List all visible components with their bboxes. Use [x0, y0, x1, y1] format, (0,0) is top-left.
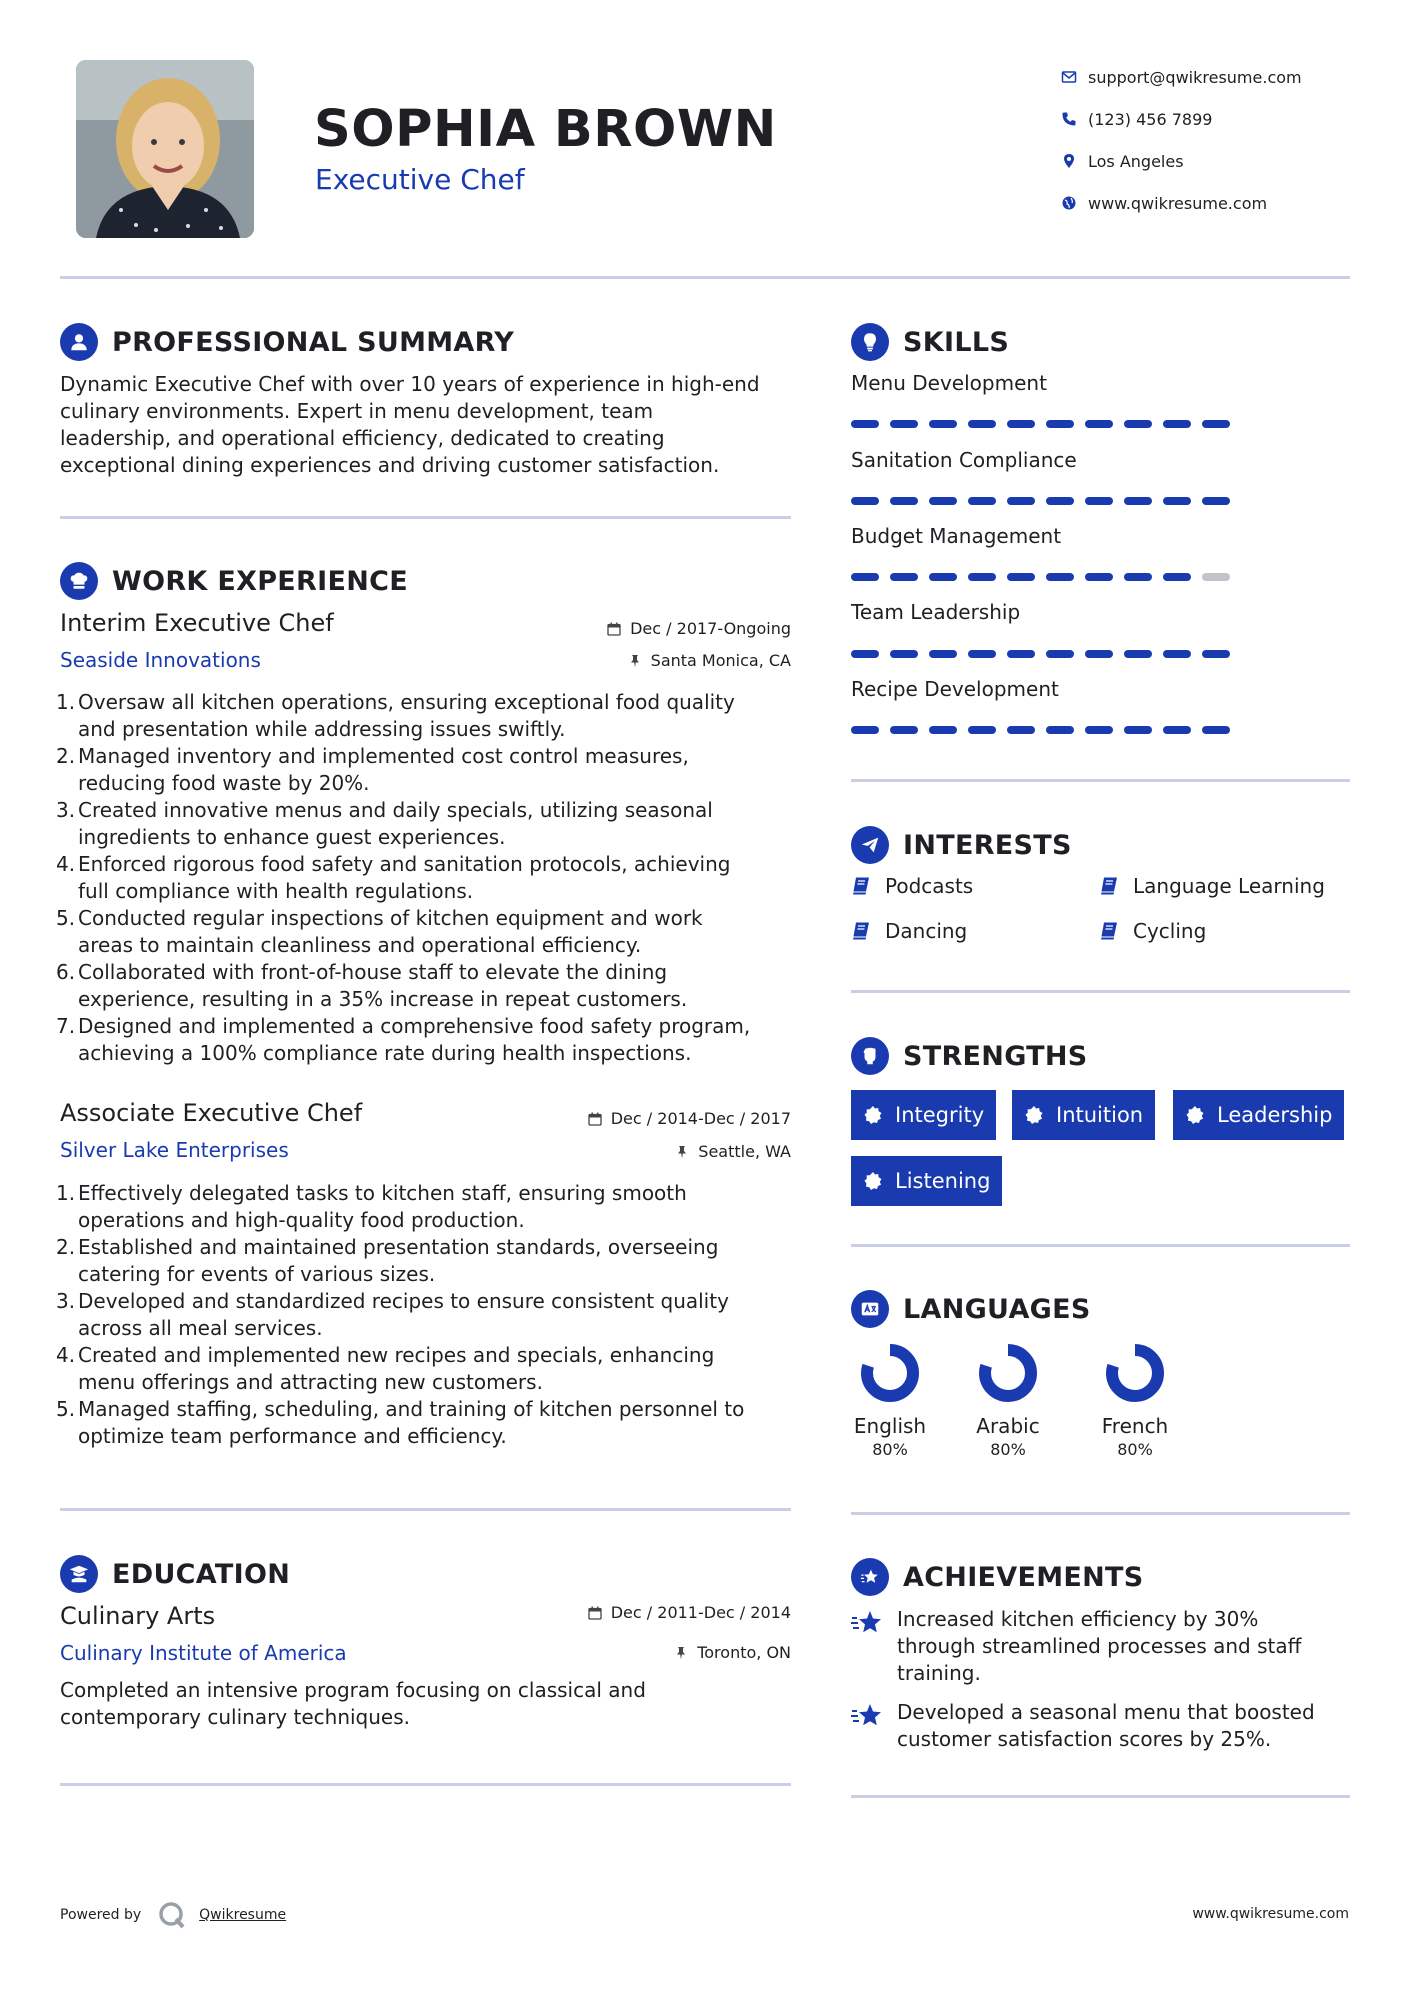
- skill-level-segment: [1163, 573, 1191, 581]
- skills-heading-text: SKILLS: [903, 326, 1010, 358]
- summary-line: leadership, and operational efficiency, dedicated to creating: [60, 426, 665, 450]
- qwikresume-link[interactable]: Qwikresume: [199, 1907, 287, 1923]
- shooting-star-icon: [851, 1703, 883, 1729]
- contact-list: [1050, 56, 1380, 224]
- list-text: [74, 851, 730, 905]
- calendar-icon: [607, 622, 621, 636]
- list-item: [56, 1288, 796, 1342]
- summary-line: Dynamic Executive Chef with over 10 years of experience in high-end: [60, 372, 760, 396]
- language-name: Arabic: [976, 1414, 1040, 1438]
- job-responsibilities: [56, 1180, 796, 1450]
- interests-divider: [851, 990, 1350, 993]
- list-item: [56, 797, 796, 851]
- skill-level-segment: [851, 726, 879, 734]
- achievement-line: through streamlined processes and staff: [897, 1634, 1302, 1658]
- education-description: [60, 1677, 800, 1731]
- contact-email[interactable]: [1050, 56, 1380, 98]
- languages-divider: [851, 1512, 1350, 1515]
- language-item: [958, 1342, 1058, 1459]
- skill-level-segment: [1046, 650, 1074, 658]
- degree-title: Culinary Arts: [60, 1602, 216, 1630]
- list-line: Created and implemented new recipes and specials, enhancing: [78, 1343, 715, 1367]
- skill-name: Budget Management: [851, 524, 1062, 548]
- skill-level-segment: [929, 497, 957, 505]
- strength-label: Intuition: [1056, 1103, 1144, 1127]
- badge-icon: [1024, 1105, 1044, 1125]
- strengths-divider: [851, 1244, 1350, 1247]
- powered-by-label: Powered by: [60, 1907, 142, 1923]
- graduate-icon: [60, 1555, 98, 1593]
- list-line: Managed inventory and implemented cost control measures,: [78, 744, 689, 768]
- language-percent: 80%: [1117, 1440, 1153, 1459]
- skill-level-segment: [1085, 420, 1113, 428]
- skill-level-segment: [968, 497, 996, 505]
- pushpin-icon: [628, 654, 642, 668]
- list-text: [74, 1342, 714, 1396]
- badge-icon: [1185, 1105, 1205, 1125]
- skill-level-segment: [890, 497, 918, 505]
- skill-level-segment: [1124, 650, 1152, 658]
- book-icon: [1099, 921, 1119, 941]
- paper-plane-icon: [851, 826, 889, 864]
- skill-level-segment: [1007, 420, 1035, 428]
- skill-name: Recipe Development: [851, 677, 1059, 701]
- skill-level-segment: [1085, 497, 1113, 505]
- list-text: [74, 1180, 687, 1234]
- skill-level-bar: [851, 650, 1241, 658]
- skill-level-segment: [1124, 573, 1152, 581]
- skill-level-segment: [890, 420, 918, 428]
- list-line: Collaborated with front-of-house staff to elevate the dining: [78, 960, 668, 984]
- achievements-divider: [851, 1795, 1350, 1798]
- list-number: 2.: [56, 744, 76, 768]
- list-item: [56, 743, 796, 797]
- skill-level-segment: [1085, 573, 1113, 581]
- summary-line: exceptional dining experiences and driving customer satisfaction.: [60, 453, 720, 477]
- education-divider: [60, 1783, 791, 1786]
- skill-level-segment: [968, 573, 996, 581]
- list-number: 5.: [56, 1397, 76, 1421]
- phone-icon: [1050, 111, 1088, 127]
- interest-label: Podcasts: [885, 874, 974, 898]
- strength-badge: [1012, 1090, 1155, 1140]
- list-line: ingredients to enhance guest experiences.: [78, 825, 506, 849]
- job-title: Associate Executive Chef: [60, 1099, 363, 1127]
- interest-item: [1099, 919, 1206, 943]
- school-name: Culinary Institute of America: [60, 1641, 347, 1665]
- star-badge-icon: [851, 1558, 889, 1596]
- skill-level-segment: [1163, 420, 1191, 428]
- skill-level-segment: [1163, 650, 1191, 658]
- skill-level-segment: [1202, 497, 1230, 505]
- skill-level-segment: [1202, 650, 1230, 658]
- achievement-line: Developed a seasonal menu that boosted: [897, 1700, 1315, 1724]
- list-item: [56, 1342, 796, 1396]
- list-item: [56, 689, 796, 743]
- list-line: catering for events of various sizes.: [78, 1262, 436, 1286]
- language-progress-ring: [977, 1342, 1039, 1404]
- skill-level-bar: [851, 573, 1241, 581]
- education-date: [470, 1603, 791, 1622]
- achievement-line: training.: [897, 1661, 981, 1685]
- job-date: [470, 1109, 791, 1128]
- education-line: contemporary culinary techniques.: [60, 1705, 410, 1729]
- map-pin-icon: [1050, 153, 1088, 169]
- pushpin-icon: [675, 1145, 689, 1159]
- summary-line: culinary environments. Expert in menu development, team: [60, 399, 654, 423]
- list-number: 6.: [56, 960, 76, 984]
- pushpin-icon: [674, 1646, 688, 1660]
- skill-level-segment: [1124, 420, 1152, 428]
- skill-name: Team Leadership: [851, 600, 1021, 624]
- skill-level-segment: [851, 650, 879, 658]
- list-line: Managed staffing, scheduling, and training of kitchen personnel to: [78, 1397, 745, 1421]
- skill-level-segment: [1202, 726, 1230, 734]
- skill-level-segment: [1046, 726, 1074, 734]
- translate-icon: [851, 1290, 889, 1328]
- list-item: [56, 905, 796, 959]
- candidate-title: Executive Chef: [315, 163, 525, 196]
- book-icon: [851, 876, 871, 896]
- job-company: Seaside Innovations: [60, 648, 261, 672]
- skills-divider: [851, 779, 1350, 782]
- list-line: menu offerings and attracting new customers.: [78, 1370, 543, 1394]
- job-company: Silver Lake Enterprises: [60, 1138, 289, 1162]
- list-line: Developed and standardized recipes to ensure consistent quality: [78, 1289, 729, 1313]
- list-text: [74, 743, 689, 797]
- interest-item: [851, 919, 967, 943]
- job-location: [470, 1142, 791, 1161]
- skill-level-segment: [929, 726, 957, 734]
- badge-icon: [863, 1105, 883, 1125]
- list-line: optimize team performance and efficiency.: [78, 1424, 507, 1448]
- list-line: Established and maintained presentation standards, overseeing: [78, 1235, 719, 1259]
- job-location-text: Seattle, WA: [698, 1142, 791, 1161]
- list-number: 7.: [56, 1014, 76, 1038]
- list-text: [74, 689, 735, 743]
- skill-level-segment: [968, 420, 996, 428]
- lightbulb-icon: [851, 323, 889, 361]
- experience-heading-text: WORK EXPERIENCE: [112, 565, 408, 597]
- skill-level-segment: [1163, 726, 1191, 734]
- language-item: [840, 1342, 940, 1459]
- job-location: [470, 651, 791, 670]
- contact-location: [1050, 140, 1380, 182]
- skill-name: Sanitation Compliance: [851, 448, 1077, 472]
- footer-powered-by: [60, 1900, 286, 1930]
- interest-label: Cycling: [1133, 919, 1207, 943]
- skill-level-segment: [1085, 726, 1113, 734]
- list-item: [56, 1180, 796, 1234]
- skill-level-bar: [851, 726, 1241, 734]
- list-line: and presentation while addressing issues swiftly.: [78, 717, 566, 741]
- list-text: [74, 1396, 744, 1450]
- interest-label: Dancing: [885, 919, 968, 943]
- contact-email-text: support@qwikresume.com: [1088, 67, 1302, 87]
- list-line: operations and high-quality food production.: [78, 1208, 525, 1232]
- contact-phone[interactable]: [1050, 98, 1380, 140]
- user-icon: [60, 323, 98, 361]
- contact-website-text: www.qwikresume.com: [1088, 193, 1268, 213]
- skill-level-segment: [1046, 497, 1074, 505]
- skill-level-segment: [1202, 573, 1230, 581]
- list-number: 2.: [56, 1235, 76, 1259]
- languages-heading-text: LANGUAGES: [903, 1293, 1091, 1325]
- list-number: 3.: [56, 798, 76, 822]
- list-text: [74, 1288, 729, 1342]
- skill-name: Menu Development: [851, 371, 1047, 395]
- job-date-text: Dec / 2014-Dec / 2017: [610, 1109, 791, 1128]
- language-percent: 80%: [990, 1440, 1026, 1459]
- list-number: 4.: [56, 1343, 76, 1367]
- list-item: [56, 851, 796, 905]
- interests-heading-text: INTERESTS: [903, 829, 1072, 861]
- strengths-heading: [851, 1037, 1088, 1075]
- list-line: full compliance with health regulations.: [78, 879, 474, 903]
- education-location-text: Toronto, ON: [697, 1643, 791, 1662]
- skill-level-segment: [890, 726, 918, 734]
- achievements-heading: [851, 1558, 1144, 1596]
- summary-text: [60, 371, 800, 479]
- skill-level-segment: [851, 420, 879, 428]
- skill-level-bar: [851, 497, 1241, 505]
- list-line: experience, resulting in a 35% increase in repeat customers.: [78, 987, 688, 1011]
- job-location-text: Santa Monica, CA: [650, 651, 791, 670]
- strengths-heading-text: STRENGTHS: [903, 1040, 1088, 1072]
- list-text: [74, 1013, 750, 1067]
- raised-fist-icon: [851, 1037, 889, 1075]
- language-name: English: [853, 1414, 927, 1438]
- shooting-star-icon: [851, 1610, 883, 1636]
- job-date: [470, 619, 791, 638]
- contact-phone-text: (123) 456 7899: [1088, 109, 1213, 129]
- skill-level-segment: [929, 573, 957, 581]
- experience-divider: [60, 1508, 791, 1511]
- skill-level-segment: [1046, 573, 1074, 581]
- skill-level-segment: [968, 726, 996, 734]
- language-progress-ring: [1104, 1342, 1166, 1404]
- list-line: reducing food waste by 20%.: [78, 771, 370, 795]
- list-line: areas to maintain cleanliness and operational efficiency.: [78, 933, 642, 957]
- list-line: Oversaw all kitchen operations, ensuring exceptional food quality: [78, 690, 735, 714]
- achievements-heading-text: ACHIEVEMENTS: [903, 1561, 1144, 1593]
- skill-level-segment: [1202, 420, 1230, 428]
- list-text: [74, 905, 703, 959]
- skill-level-segment: [929, 650, 957, 658]
- skill-level-segment: [1007, 726, 1035, 734]
- strength-badge: [851, 1156, 1002, 1206]
- education-heading: [60, 1555, 290, 1593]
- strength-badge: [851, 1090, 996, 1140]
- job-responsibilities: [56, 689, 796, 1067]
- skills-heading: [851, 323, 1009, 361]
- skill-level-segment: [851, 497, 879, 505]
- skill-level-segment: [1124, 726, 1152, 734]
- skill-level-segment: [851, 573, 879, 581]
- header-divider: [60, 276, 1350, 279]
- languages-heading: [851, 1290, 1091, 1328]
- job-date-text: Dec / 2017-Ongoing: [630, 619, 791, 638]
- skill-level-segment: [1046, 420, 1074, 428]
- badge-icon: [863, 1171, 883, 1191]
- skill-level-segment: [890, 650, 918, 658]
- skill-level-segment: [1007, 650, 1035, 658]
- achievement-text: [897, 1606, 1301, 1687]
- skill-level-segment: [1124, 497, 1152, 505]
- list-number: 4.: [56, 852, 76, 876]
- profile-photo: [76, 60, 254, 238]
- skill-level-segment: [929, 420, 957, 428]
- list-line: Effectively delegated tasks to kitchen staff, ensuring smooth: [78, 1181, 687, 1205]
- achievement-line: Increased kitchen efficiency by 30%: [897, 1607, 1259, 1631]
- list-line: Designed and implemented a comprehensive food safety program,: [78, 1014, 751, 1038]
- list-number: 5.: [56, 906, 76, 930]
- envelope-icon: [1050, 69, 1088, 85]
- portrait-illustration: [76, 60, 254, 238]
- education-heading-text: EDUCATION: [112, 1558, 291, 1590]
- calendar-icon: [588, 1606, 602, 1620]
- summary-heading: [60, 323, 514, 361]
- skill-level-segment: [1007, 497, 1035, 505]
- education-location: [470, 1643, 791, 1662]
- list-item: [56, 1013, 796, 1067]
- summary-divider: [60, 516, 791, 519]
- language-item: [1085, 1342, 1185, 1459]
- strength-label: Leadership: [1217, 1103, 1333, 1127]
- skill-level-segment: [968, 650, 996, 658]
- footer-url[interactable]: www.qwikresume.com: [1192, 1906, 1349, 1922]
- language-name: French: [1101, 1414, 1169, 1438]
- list-line: Enforced rigorous food safety and sanitation protocols, achieving: [78, 852, 731, 876]
- chef-hat-icon: [60, 562, 98, 600]
- skill-level-segment: [890, 573, 918, 581]
- qwikresume-logo: [157, 1900, 187, 1930]
- education-date-text: Dec / 2011-Dec / 2014: [610, 1603, 791, 1622]
- strength-label: Listening: [895, 1169, 991, 1193]
- achievement-item: [851, 1699, 1351, 1753]
- list-number: 3.: [56, 1289, 76, 1313]
- list-line: across all meal services.: [78, 1316, 323, 1340]
- skill-level-segment: [1163, 497, 1191, 505]
- list-text: [74, 1234, 718, 1288]
- language-percent: 80%: [872, 1440, 908, 1459]
- list-item: [56, 1396, 796, 1450]
- contact-location-text: Los Angeles: [1088, 151, 1184, 171]
- interest-item: [851, 874, 973, 898]
- experience-heading: [60, 562, 408, 600]
- skill-level-bar: [851, 420, 1241, 428]
- contact-website[interactable]: [1050, 182, 1380, 224]
- job-title: Interim Executive Chef: [60, 609, 334, 637]
- interest-item: [1099, 874, 1325, 898]
- book-icon: [1099, 876, 1119, 896]
- interests-heading: [851, 826, 1072, 864]
- skill-level-segment: [1085, 650, 1113, 658]
- strength-badge: [1173, 1090, 1344, 1140]
- list-item: [56, 959, 796, 1013]
- calendar-icon: [588, 1112, 602, 1126]
- list-line: Created innovative menus and daily specials, utilizing seasonal: [78, 798, 713, 822]
- candidate-name: SOPHIA BROWN: [314, 100, 777, 159]
- achievement-item: [851, 1606, 1351, 1687]
- list-number: 1.: [56, 1181, 76, 1205]
- interest-label: Language Learning: [1133, 874, 1325, 898]
- achievement-text: [897, 1699, 1315, 1753]
- language-progress-ring: [859, 1342, 921, 1404]
- book-icon: [851, 921, 871, 941]
- education-line: Completed an intensive program focusing on classical and: [60, 1678, 646, 1702]
- list-number: 1.: [56, 690, 76, 714]
- strength-label: Integrity: [895, 1103, 985, 1127]
- summary-heading-text: PROFESSIONAL SUMMARY: [112, 326, 515, 358]
- list-line: Conducted regular inspections of kitchen equipment and work: [78, 906, 703, 930]
- list-text: [74, 959, 687, 1013]
- skill-level-segment: [1007, 573, 1035, 581]
- list-item: [56, 1234, 796, 1288]
- list-line: achieving a 100% compliance rate during health inspections.: [78, 1041, 692, 1065]
- achievement-line: customer satisfaction scores by 25%.: [897, 1727, 1272, 1751]
- globe-icon: [1050, 195, 1088, 211]
- list-text: [74, 797, 713, 851]
